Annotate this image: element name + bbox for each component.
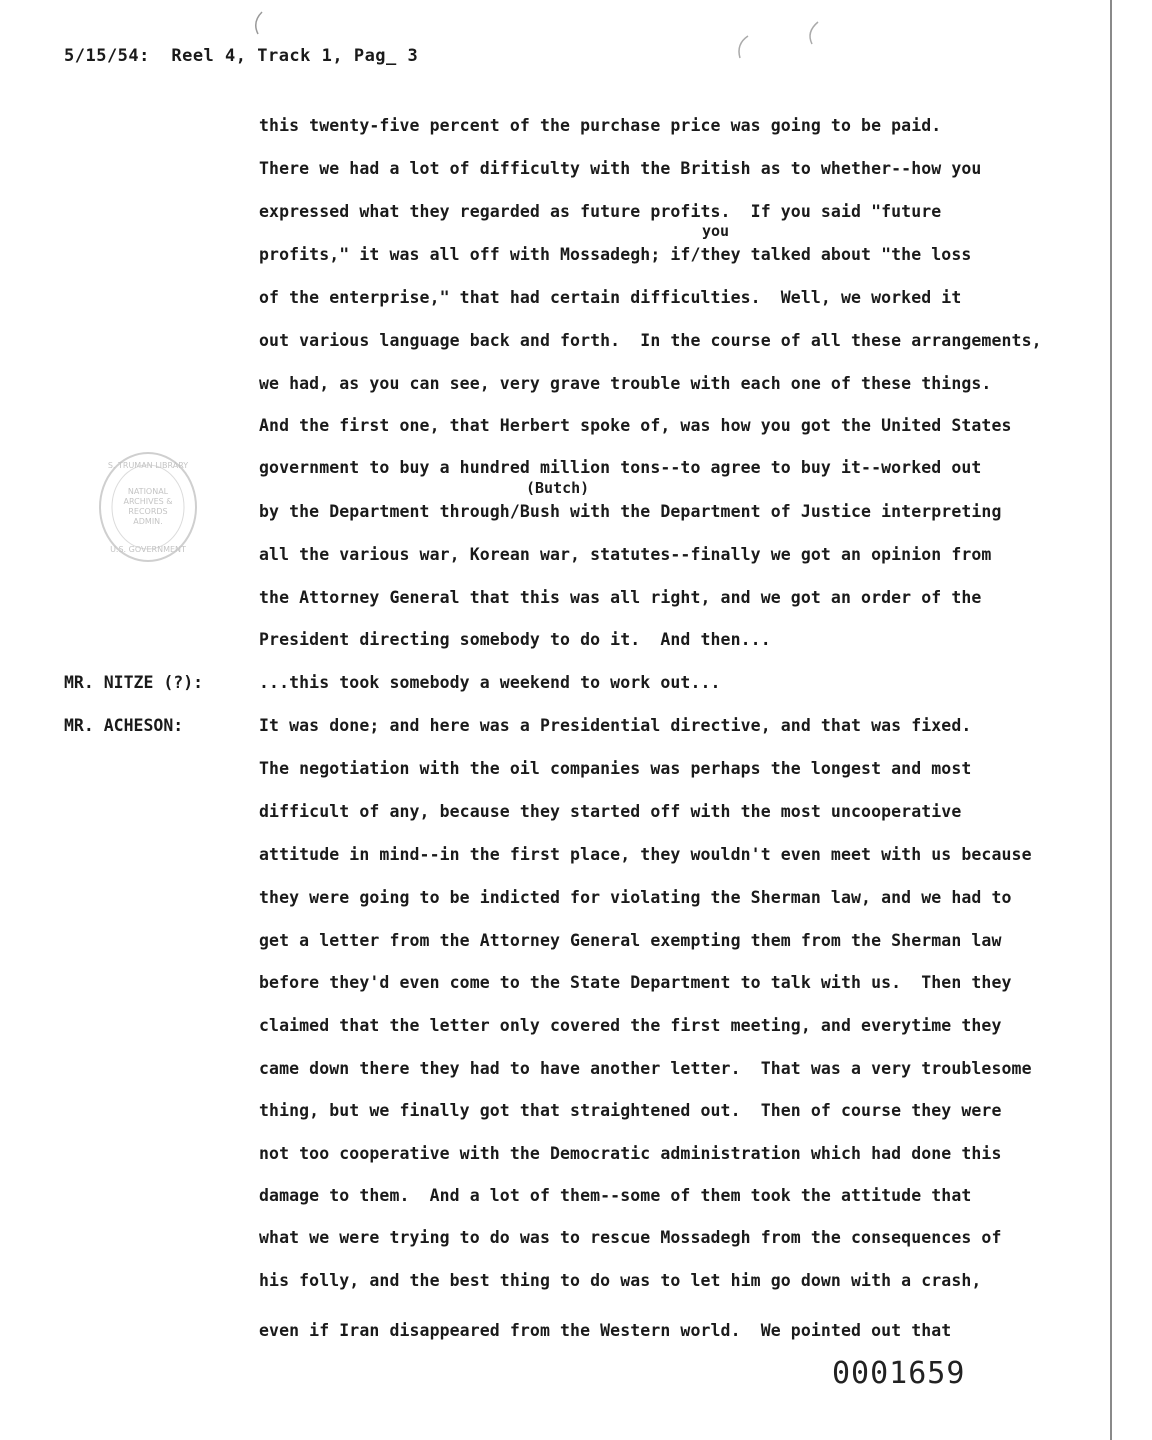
seal-text-top: S. TRUMAN LIBRARY [107,461,189,470]
body-line: profits," it was all off with Mossadegh; if/they talked about "the loss [259,245,972,264]
archives-seal-stamp [96,448,200,566]
page-header: 5/15/54: Reel 4, Track 1, Pag_ 3 [64,46,419,66]
body-line: attitude in mind--in the first place, they wouldn't even meet with us because [259,845,1032,864]
body-line: before they'd even come to the State Department to talk with us. Then they [259,973,1012,992]
page-edge-shadow [1110,0,1112,1440]
body-line: And the first one, that Herbert spoke of, was how you got the United States [259,416,1012,435]
body-line: government to buy a hundred million tons--to agree to buy it--worked out [259,458,982,477]
body-line: what we were trying to do was to rescue Mossadegh from the consequences of [259,1228,1002,1247]
speaker-label-nitze: MR. NITZE (?): [64,673,204,692]
body-line: get a letter from the Attorney General exempting them from the Sherman law [259,931,1002,950]
scan-marks [0,0,1152,80]
body-line: It was done; and here was a Presidential directive, and that was fixed. [259,716,972,735]
body-line: expressed what they regarded as future profits. If you said "future [259,202,942,221]
body-line: they were going to be indicted for violating the Sherman law, and we had to [259,888,1012,907]
body-line: President directing somebody to do it. And then... [259,630,771,649]
seal-text-bottom: U.S. GOVERNMENT [110,545,186,554]
document-number: 0001659 [832,1356,966,1391]
seal-text: NATIONAL [127,487,169,496]
body-line: of the enterprise," that had certain difficulties. Well, we worked it [259,288,962,307]
body-line: the Attorney General that this was all right, and we got an order of the [259,588,982,607]
seal-text: RECORDS [128,507,168,516]
body-line: not too cooperative with the Democratic administration which had done this [259,1144,1002,1163]
handwritten-insert-butch: (Butch) [526,479,590,497]
speaker-label-acheson: MR. ACHESON: [64,716,184,735]
body-line: out various language back and forth. In the course of all these arrangements, [259,331,1042,350]
seal-text: ADMIN. [133,517,163,526]
interjection-text: ...this took somebody a weekend to work out... [259,673,721,692]
body-line: came down there they had to have another letter. That was a very troublesome [259,1059,1032,1078]
body-line: There we had a lot of difficulty with the British as to whether--how you [259,159,982,178]
body-line: even if Iran disappeared from the Western world. We pointed out that [259,1321,952,1340]
body-line: The negotiation with the oil companies was perhaps the longest and most [259,759,972,778]
body-line: thing, but we finally got that straightened out. Then of course they were [259,1101,1002,1120]
body-line: this twenty-five percent of the purchase price was going to be paid. [259,116,942,135]
body-line: we had, as you can see, very grave trouble with each one of these things. [259,374,992,393]
handwritten-insert-you: you [702,222,730,240]
seal-text: ARCHIVES & [123,497,173,506]
body-line: difficult of any, because they started off with the most uncooperative [259,802,962,821]
body-line: by the Department through/Bush with the Department of Justice interpreting [259,502,1002,521]
body-line: his folly, and the best thing to do was to let him go down with a crash, [259,1271,982,1290]
body-line: damage to them. And a lot of them--some of them took the attitude that [259,1186,972,1205]
body-line: claimed that the letter only covered the first meeting, and everytime they [259,1016,1002,1035]
body-line: all the various war, Korean war, statutes--finally we got an opinion from [259,545,992,564]
